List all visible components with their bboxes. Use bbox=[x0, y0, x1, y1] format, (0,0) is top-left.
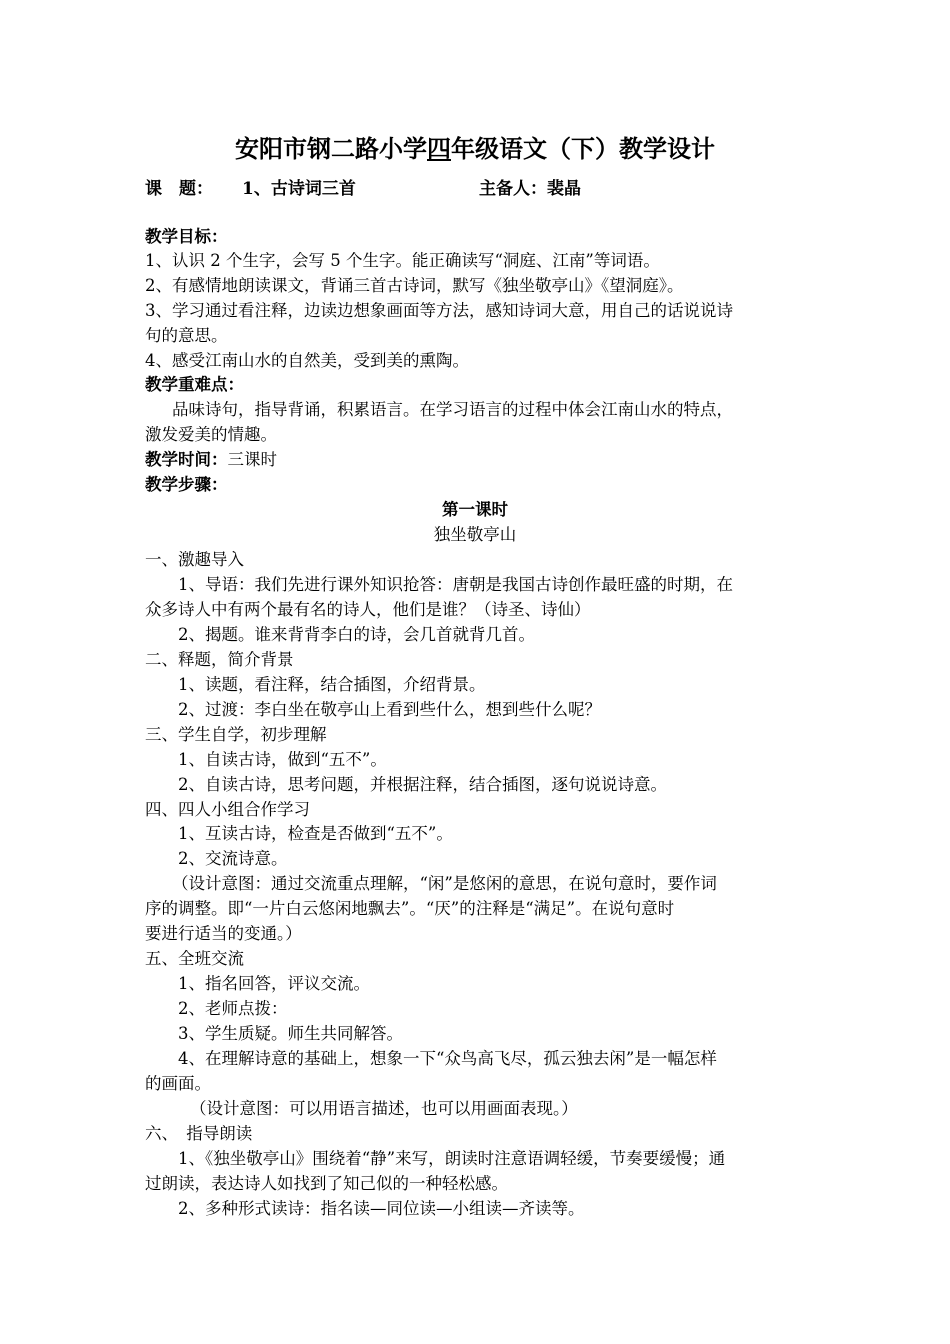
lesson-title: 第一课时 bbox=[442, 500, 508, 519]
time-heading: 教学时间： bbox=[145, 450, 228, 469]
step-line: 要进行适当的变通。） bbox=[145, 924, 302, 944]
step-line: 一、激趣导入 bbox=[145, 550, 244, 569]
step-line: 二、释题，简介背景 bbox=[145, 649, 294, 669]
step-line: 2、揭题。谁来背背李白的诗，会几首就背几首。 bbox=[178, 624, 535, 644]
title-grade: 四 bbox=[427, 134, 451, 163]
step-line: 2、自读古诗，思考问题，并根据注释，结合插图，逐句说说诗意。 bbox=[178, 774, 667, 794]
step-line: 1、《独坐敬亭山》围绕着“静”来写，朗读时注意语调轻缓，节奏要缓慢；通 bbox=[178, 1148, 726, 1168]
title-prefix: 安阳市钢二路小学 bbox=[235, 134, 427, 163]
step-line: 2、交流诗意。 bbox=[178, 849, 288, 869]
subject-title: 1、古诗词三首 bbox=[242, 179, 356, 199]
key-points-line: 品味诗句，指导背诵，积累语言。在学习语言的过程中体会江南山水的特点， bbox=[172, 400, 733, 419]
step-line: 4、在理解诗意的基础上，想象一下“众鸟高飞尽，孤云独去闲”是一幅怎样 bbox=[178, 1049, 717, 1068]
step-line: （设计意图：可以用语言描述，也可以用画面表现。） bbox=[190, 1098, 578, 1118]
step-line: 序的调整。即“一片白云悠闲地飘去”。“厌”的注释是“满足”。在说句意时 bbox=[145, 899, 675, 919]
step-line: 四、四人小组合作学习 bbox=[145, 799, 310, 819]
page-title bbox=[0, 132, 950, 166]
step-line: 2、过渡：李白坐在敬亭山上看到些什么，想到些什么呢？ bbox=[178, 699, 601, 719]
step-line: 的画面。 bbox=[145, 1073, 211, 1093]
step-line: 2、老师点拨： bbox=[178, 999, 288, 1019]
step-line: 六、 指导朗读 bbox=[145, 1123, 253, 1143]
preparer: 主备人：裴晶 bbox=[479, 179, 581, 199]
step-line: 众多诗人中有两个最有名的诗人，他们是谁？（诗圣、诗仙） bbox=[145, 599, 591, 619]
step-line: 3、学生质疑。师生共同解答。 bbox=[178, 1024, 403, 1044]
key-points-line: 激发爱美的情趣。 bbox=[145, 425, 277, 444]
step-line: （设计意图：通过交流重点理解，“闲”是悠闲的意思，在说句意时，要作词 bbox=[172, 874, 717, 894]
step-line: 1、互读古诗，检查是否做到“五不”。 bbox=[178, 824, 453, 844]
step-line: 过朗读，表达诗人如找到了知己似的一种轻松感。 bbox=[145, 1173, 508, 1193]
key-points-heading: 教学重难点： bbox=[145, 375, 244, 394]
step-line: 三、学生自学，初步理解 bbox=[145, 724, 327, 744]
step-line: 1、读题，看注释，结合插图，介绍背景。 bbox=[178, 674, 486, 694]
step-line: 1、指名回答，评议交流。 bbox=[178, 974, 370, 994]
steps-heading: 教学步骤： bbox=[145, 475, 228, 494]
objective-line: 3、学习通过看注释，边读边想象画面等方法，感知诗词大意，用自己的话说说诗 bbox=[145, 301, 733, 320]
step-line: 1、自读古诗，做到“五不”。 bbox=[178, 749, 387, 769]
poem-title: 独坐敬亭山 bbox=[433, 525, 517, 544]
objective-line: 4、感受江南山水的自然美，受到美的熏陶。 bbox=[145, 351, 469, 370]
objective-line: 句的意思。 bbox=[145, 326, 228, 345]
step-line: 五、全班交流 bbox=[145, 949, 244, 969]
step-line: 1、导语：我们先进行课外知识抢答：唐朝是我国古诗创作最旺盛的时期，在 bbox=[178, 574, 733, 594]
subject-label: 课 题： bbox=[145, 179, 213, 199]
step-line: 2、多种形式读诗：指名读—同位读—小组读—齐读等。 bbox=[178, 1198, 585, 1218]
objectives-heading: 教学目标： bbox=[145, 227, 228, 246]
objective-line: 1、认识 2 个生字，会写 5 个生字。能正确读写“洞庭、江南”等词语。 bbox=[145, 251, 660, 270]
title-suffix: 年级语文（下）教学设计 bbox=[451, 134, 715, 163]
time-row bbox=[145, 448, 810, 472]
objective-line: 2、有感情地朗读课文，背诵三首古诗词，默写《独坐敬亭山》《望洞庭》。 bbox=[145, 276, 684, 295]
time-value: 三课时 bbox=[227, 450, 277, 469]
